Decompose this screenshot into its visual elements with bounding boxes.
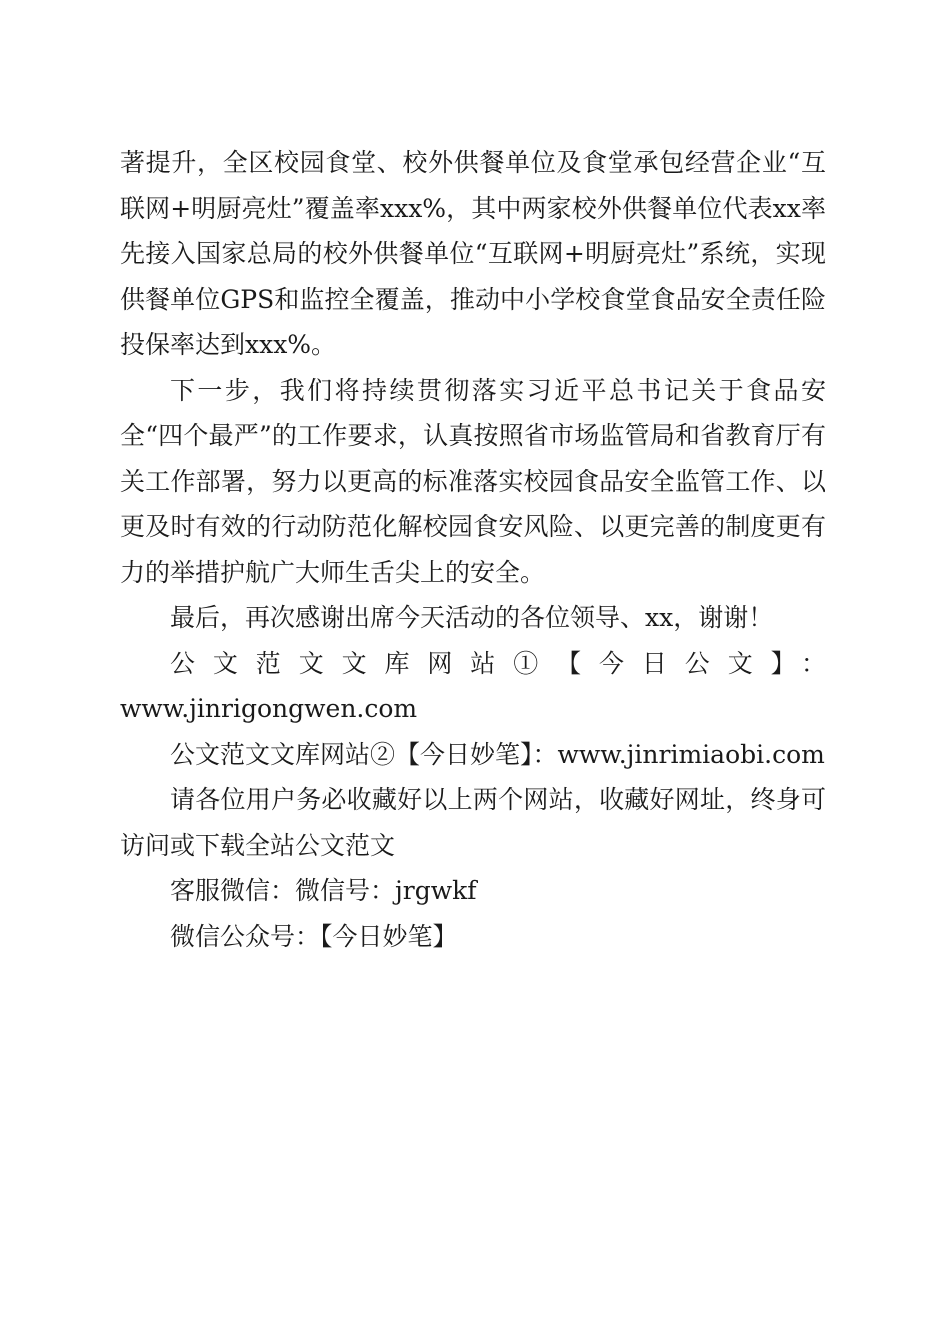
site-1-url: www.jinrigongwen.com [120, 694, 418, 723]
paragraph-next-steps: 下一步，我们将持续贯彻落实习近平总书记关于食品安全“四个最严”的工作要求，认真按照省市场监管局和省教育厅有关工作部署，努力以更高的标准落实校园食品安全监管工作、以更及时有效的行动防范化解校园食安风险、以更完善的制度更有力的举措护航广大师生舌尖上的安全。 [120, 375, 826, 587]
wechat-official-account: 微信公众号：【今日妙笔】 [170, 921, 458, 951]
paragraph-closing-thanks: 最后，再次感谢出席今天活动的各位领导、xx，谢谢！ [170, 603, 774, 632]
site-1-label: 公文范文文库网站①【今日公文】： [170, 648, 826, 678]
wechat-service: 客服微信：微信号：jrgwkf [170, 876, 477, 905]
document-body [120, 140, 826, 959]
bookmark-notice: 请各位用户务必收藏好以上两个网站，收藏好网址，终身可访问或下载全站公文范文 [120, 785, 826, 860]
site-2-line: 公文范文文库网站②【今日妙笔】：www.jinrimiaobi.com [170, 739, 825, 769]
paragraph-continuation: 著提升，全区校园食堂、校外供餐单位及食堂承包经营企业“互联网+明厨亮灶”覆盖率xxx%，其中两家校外供餐单位代表xx率先接入国家总局的校外供餐单位“互联网+明厨亮灶”系统，实现供餐单位GPS和监控全覆盖，推动中小学校食堂食品安全责任险投保率达到xxx%。 [120, 148, 826, 359]
